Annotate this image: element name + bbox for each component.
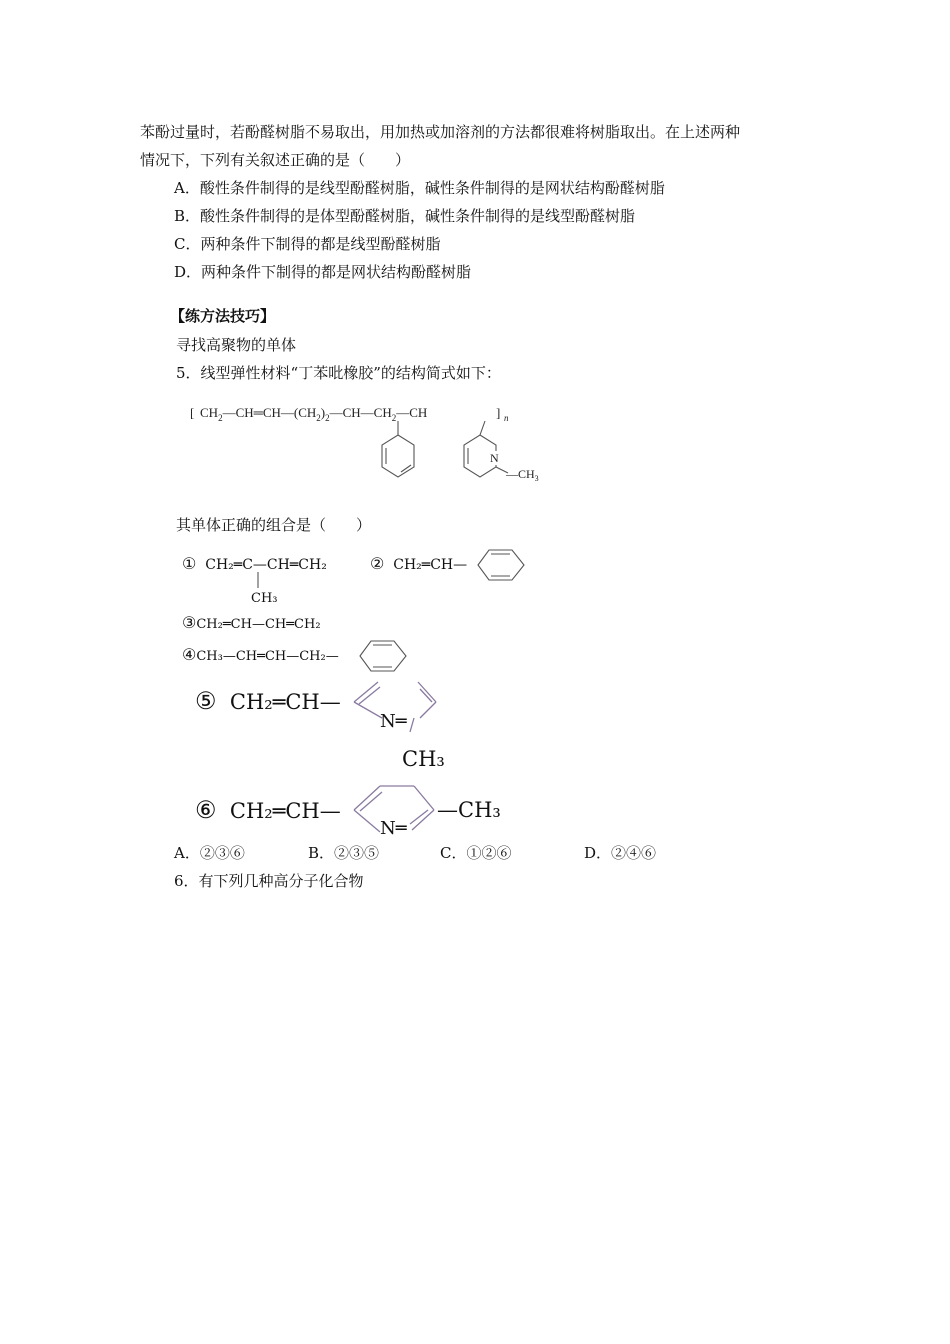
monomer-6-formula: CH₂═CH— (229, 799, 341, 823)
section-subtitle: 寻找高聚物的单体 (176, 336, 297, 354)
monomer-2-formula: CH₂═CH— (393, 557, 468, 573)
q5-ask: 其单体正确的组合是（ ） (176, 516, 372, 534)
section-title: 【练方法技巧】 (170, 307, 276, 325)
pyridine-n: N (490, 451, 499, 465)
monomer-4 (182, 645, 339, 667)
monomer-1-num: ① (182, 554, 197, 573)
intro-line-1: 苯酚过量时，若酚醛树脂不易取出，用加热或加溶剂的方法都很难将树脂取出。在上述两种 (140, 123, 741, 141)
prev-option-a: A．酸性条件制得的是线型酚醛树脂，碱性条件制得的是网状结构酚醛树脂 (174, 179, 665, 197)
polymer-bracket-left: [ (190, 405, 195, 420)
monomer-2-num: ② (370, 554, 385, 573)
prev-option-c: C．两种条件下制得的都是线型酚醛树脂 (174, 235, 441, 253)
benzene-ring-icon (382, 421, 414, 477)
pyridine-ch3: $—CH_3$ (506, 467, 539, 483)
q5-option-b: B．②③⑤ (308, 844, 380, 862)
polymer-text: $CH_2—CH═CH—(CH_2)_2—CH—CH_2—CH$ (200, 405, 428, 423)
pyridine-ring-icon (464, 421, 508, 477)
monomer-2 (370, 554, 467, 575)
monomer-5-formula: CH₂═CH— (229, 690, 341, 714)
polymer-bracket-right: ] (496, 405, 501, 420)
q5-option-d: D．②④⑥ (584, 844, 657, 862)
monomer-5-num: ⑤ (195, 687, 217, 715)
q5-option-c: C．①②⑥ (440, 844, 512, 862)
monomer-3 (182, 613, 321, 635)
monomer-5-ch3: CH₃ (402, 747, 445, 771)
monomer-2-benzene-icon (474, 545, 528, 585)
q6-stem: 6．有下列几种高分子化合物 (174, 872, 364, 890)
monomer-6-num: ⑥ (195, 796, 217, 824)
monomer-6-n: N═ (380, 818, 407, 839)
prev-option-b: B．酸性条件制得的是体型酚醛树脂，碱性条件制得的是线型酚醛树脂 (174, 207, 636, 225)
monomer-6-ch3: —CH₃ (437, 798, 501, 822)
monomer-1-formula: CH₂═C—CH═CH₂ (205, 557, 327, 573)
monomer-4-benzene-icon (356, 636, 410, 676)
monomer-3-formula: CH₂═CH—CH═CH₂ (196, 617, 321, 632)
prev-option-d: D．两种条件下制得的都是网状结构酚醛树脂 (174, 263, 472, 281)
q5-stem: 5．线型弹性材料“丁苯吡橡胶”的结构简式如下： (176, 364, 501, 382)
polymer-n: n (504, 413, 509, 423)
monomer-6 (195, 797, 341, 824)
q5-option-a: A．②③⑥ (174, 844, 245, 862)
monomer-1-branch: CH₃ (251, 591, 278, 606)
monomer-4-num: ④ (182, 645, 197, 664)
monomer-3-num: ③ (182, 613, 197, 632)
monomer-4-formula: CH₃—CH═CH—CH₂— (196, 649, 339, 664)
intro-line-2: 情况下，下列有关叙述正确的是（ ） (140, 151, 411, 169)
monomer-5-n: N═ (380, 711, 407, 732)
monomer-5 (195, 688, 341, 715)
polymer-structure (188, 395, 548, 495)
